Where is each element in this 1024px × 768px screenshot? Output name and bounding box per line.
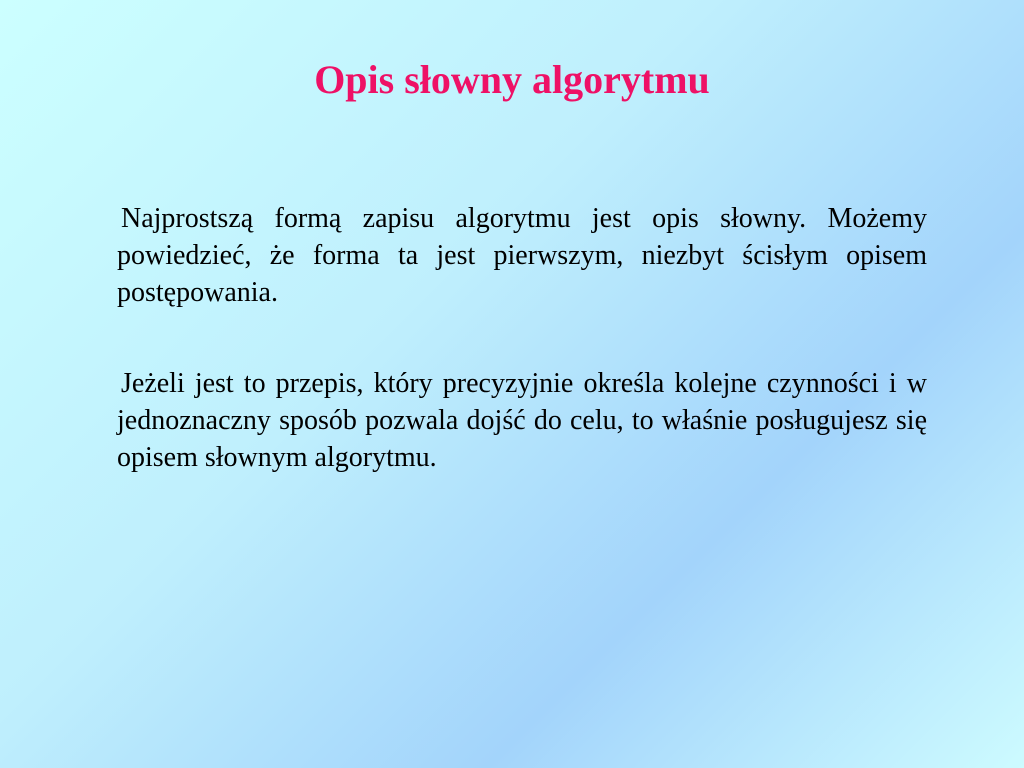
paragraph-1: Najprostszą formą zapisu algorytmu jest opis słowny. Możemy powiedzieć, że forma ta jest pierwszym, niezbyt ścisłym opisem postępowania. xyxy=(117,203,927,308)
slide-title: Opis słowny algorytmu xyxy=(314,57,710,102)
paragraph-2: Jeżeli jest to przepis, który precyzyjnie określa kolejne czynności i w jednoznaczny sposób pozwala dojść do celu, to właśnie posługujesz się opisem słownym algorytmu. xyxy=(117,368,927,473)
